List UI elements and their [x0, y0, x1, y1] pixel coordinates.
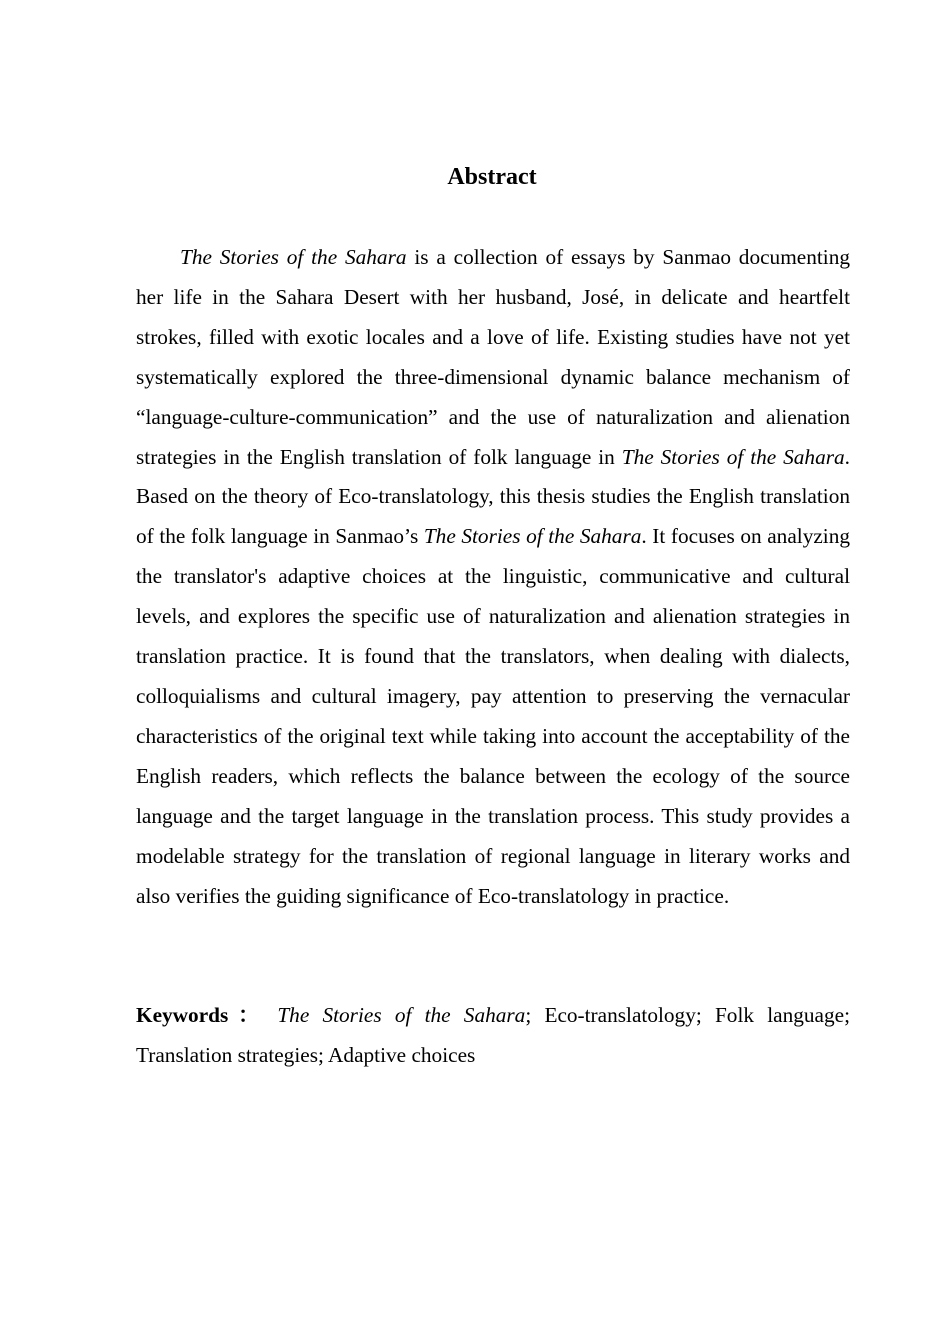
keyword-book-title: The Stories of the Sahara	[277, 1003, 526, 1027]
keywords-colon: ：	[230, 1003, 268, 1027]
page-title: Abstract	[447, 164, 537, 190]
book-title-italic: The Stories of the Sahara	[621, 444, 845, 469]
book-title-italic: The Stories of the Sahara	[180, 245, 407, 269]
abstract-paragraph	[136, 238, 850, 916]
book-title-italic: The Stories of the Sahara	[423, 524, 642, 549]
abstract-quoted-term: “language-culture-communication”	[136, 404, 438, 429]
abstract-text-segment: . Based on the theory of Eco-translatology, this thesis studies the English translation of the folk language in Sanmao’s	[136, 444, 850, 549]
abstract-text-segment: is a collection of essays by Sanmao documenting her life in the Sahara Desert with her husband, José, in delicate and heartfelt strokes, filled with exotic locales and a love of life. Existing studies have not yet systematically explored the three-dimensional dynamic balance mechanism of	[136, 245, 850, 389]
keywords-paragraph	[136, 996, 850, 1076]
keywords-label: Keywords	[136, 1003, 229, 1027]
abstract-text-segment: and the use of naturalization and alienation strategies in the English translation of folk language in	[136, 404, 850, 469]
abstract-text-segment: . It focuses on analyzing the translator's adaptive choices at the linguistic, communicative and cultural levels, and explores the specific use of naturalization and alienation strategies in translation practice. It is found that the translators, when dealing with dialects, colloquialisms and cultural imagery, pay attention to preserving the vernacular characteristics of the original text while taking into account the acceptability of the English readers, which reflects the balance between the ecology of the source language and the target language in the translation process. This study provides a modelable strategy for the translation of regional language in literary works and also verifies the guiding significance of Eco-translatology in practice.	[136, 524, 851, 908]
keywords-list: ; Eco-translatology; Folk language; Translation strategies; Adaptive choices	[136, 1003, 850, 1067]
